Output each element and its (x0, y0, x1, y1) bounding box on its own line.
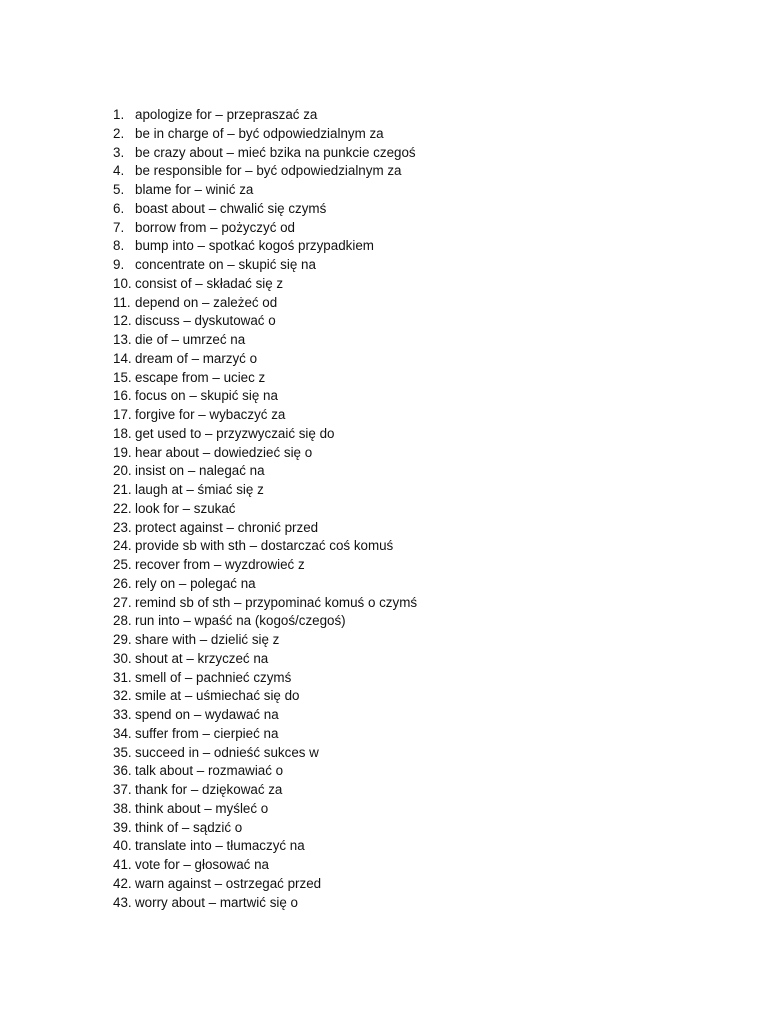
item-text: worry about – martwić się o (135, 894, 298, 910)
item-text: recover from – wyzdrowieć z (135, 557, 305, 572)
item-number: 31. (113, 669, 132, 685)
item-text: succeed in – odnieść sukces w (135, 744, 319, 760)
item-text: dream of – marzyć o (135, 350, 258, 366)
item-number: 35. (113, 744, 132, 760)
item-number: 7. (113, 219, 125, 235)
item-text: depend on – zależeć od (135, 294, 278, 310)
list-item (113, 425, 417, 444)
list-item (113, 237, 417, 256)
item-text: die of – umrzeć na (135, 332, 246, 347)
item-number: 23. (113, 519, 132, 535)
item-text: be crazy about – mieć bzika na punkcie czegoś (135, 144, 416, 160)
list-item (113, 181, 417, 200)
item-number: 40. (113, 838, 132, 854)
item-number: 33. (113, 707, 132, 722)
list-item (113, 369, 417, 388)
list-item (113, 444, 417, 463)
item-number: 9. (113, 257, 125, 272)
item-number: 34. (113, 725, 132, 741)
list-item (113, 575, 417, 594)
item-text: think about – myśleć o (135, 800, 269, 816)
list-item (113, 819, 417, 838)
item-text: spend on – wydawać na (135, 707, 279, 722)
item-text: be responsible for – być odpowiedzialnym za (135, 163, 402, 179)
item-text: apologize for – przepraszać za (135, 107, 318, 122)
list-item (113, 594, 417, 613)
item-text: be in charge of – być odpowiedzialnym za (135, 125, 384, 141)
list-item (113, 219, 417, 238)
list-item (113, 800, 417, 819)
list-item (113, 144, 417, 163)
item-number: 41. (113, 857, 132, 872)
item-number: 27. (113, 594, 132, 610)
item-number: 2. (113, 125, 125, 141)
item-number: 19. (113, 444, 132, 460)
item-text: share with – dzielić się z (135, 632, 280, 647)
item-text: insist on – nalegać na (135, 463, 265, 479)
list-item (113, 500, 417, 519)
list-item (113, 275, 417, 294)
list-item (113, 256, 417, 275)
list-item (113, 875, 417, 894)
item-number: 43. (113, 894, 132, 910)
item-text: focus on – skupić się na (135, 388, 278, 404)
item-text: protect against – chronić przed (135, 519, 319, 535)
item-text: talk about – rozmawiać o (135, 763, 284, 779)
item-text: get used to – przyzwyczaić się do (135, 425, 335, 441)
list-item (113, 312, 417, 331)
vocabulary-list (113, 106, 417, 912)
item-number: 37. (113, 782, 132, 797)
item-number: 29. (113, 632, 132, 647)
item-number: 12. (113, 313, 132, 329)
list-item (113, 294, 417, 313)
item-text: provide sb with sth – dostarczać coś komuś (135, 538, 394, 554)
list-item (113, 106, 417, 125)
item-number: 38. (113, 800, 132, 816)
item-text: shout at – krzyczeć na (135, 650, 269, 666)
item-number: 17. (113, 407, 132, 422)
item-number: 21. (113, 482, 132, 497)
item-number: 20. (113, 463, 132, 479)
item-number: 11. (113, 294, 131, 310)
list-item (113, 519, 417, 538)
list-item (113, 894, 417, 913)
list-item (113, 725, 417, 744)
item-number: 18. (113, 425, 132, 441)
item-text: borrow from – pożyczyć od (135, 219, 296, 235)
item-text: thank for – dziękować za (135, 782, 283, 797)
item-number: 39. (113, 819, 132, 835)
item-text: boast about – chwalić się czymś (135, 200, 327, 216)
list-item (113, 556, 417, 575)
item-text: run into – wpaść na (kogoś/czegoś) (135, 613, 346, 629)
item-text: look for – szukać (135, 500, 236, 516)
list-item (113, 125, 417, 144)
list-item (113, 706, 417, 725)
item-number: 26. (113, 575, 132, 591)
item-number: 16. (113, 388, 132, 404)
item-number: 14. (113, 350, 132, 366)
list-item (113, 762, 417, 781)
item-text: bump into – spotkać kogoś przypadkiem (135, 238, 374, 254)
item-number: 3. (113, 144, 125, 160)
list-item (113, 781, 417, 800)
list-item (113, 537, 417, 556)
item-number: 24. (113, 538, 132, 554)
item-text: smile at – uśmiechać się do (135, 688, 300, 704)
item-text: smell of – pachnieć czymś (135, 669, 292, 685)
list-item (113, 200, 417, 219)
list-item (113, 162, 417, 181)
list-item (113, 350, 417, 369)
item-text: translate into – tłumaczyć na (135, 838, 305, 854)
item-number: 5. (113, 182, 125, 197)
item-text: concentrate on – skupić się na (135, 257, 316, 272)
list-item (113, 744, 417, 763)
item-text: vote for – głosować na (135, 857, 269, 872)
list-item (113, 837, 417, 856)
list-item (113, 481, 417, 500)
item-number: 6. (113, 200, 125, 216)
item-number: 25. (113, 557, 132, 572)
item-text: consist of – składać się z (135, 275, 284, 291)
list-item (113, 406, 417, 425)
item-text: suffer from – cierpieć na (135, 725, 279, 741)
item-number: 30. (113, 650, 132, 666)
list-item (113, 856, 417, 875)
item-text: hear about – dowiedzieć się o (135, 444, 313, 460)
item-number: 10. (113, 275, 132, 291)
list-item (113, 650, 417, 669)
item-number: 42. (113, 875, 132, 891)
item-number: 4. (113, 163, 125, 179)
list-item (113, 631, 417, 650)
item-number: 13. (113, 332, 132, 347)
item-number: 22. (113, 500, 132, 516)
item-text: laugh at – śmiać się z (135, 482, 264, 497)
item-text: remind sb of sth – przypominać komuś o czymś (135, 594, 418, 610)
item-number: 36. (113, 763, 132, 779)
item-text: escape from – uciec z (135, 369, 266, 385)
item-text: forgive for – wybaczyć za (135, 407, 286, 422)
list-item (113, 387, 417, 406)
item-text: warn against – ostrzegać przed (135, 875, 322, 891)
item-text: think of – sądzić o (135, 819, 243, 835)
item-number: 28. (113, 613, 132, 629)
item-number: 8. (113, 238, 125, 254)
list-item (113, 669, 417, 688)
item-number: 15. (113, 369, 132, 385)
list-item (113, 612, 417, 631)
item-number: 1. (113, 107, 125, 122)
list-item (113, 687, 417, 706)
list-item (113, 331, 417, 350)
item-text: discuss – dyskutować o (135, 313, 276, 329)
item-text: rely on – polegać na (135, 575, 256, 591)
list-item (113, 462, 417, 481)
item-number: 32. (113, 688, 132, 704)
item-text: blame for – winić za (135, 182, 254, 197)
